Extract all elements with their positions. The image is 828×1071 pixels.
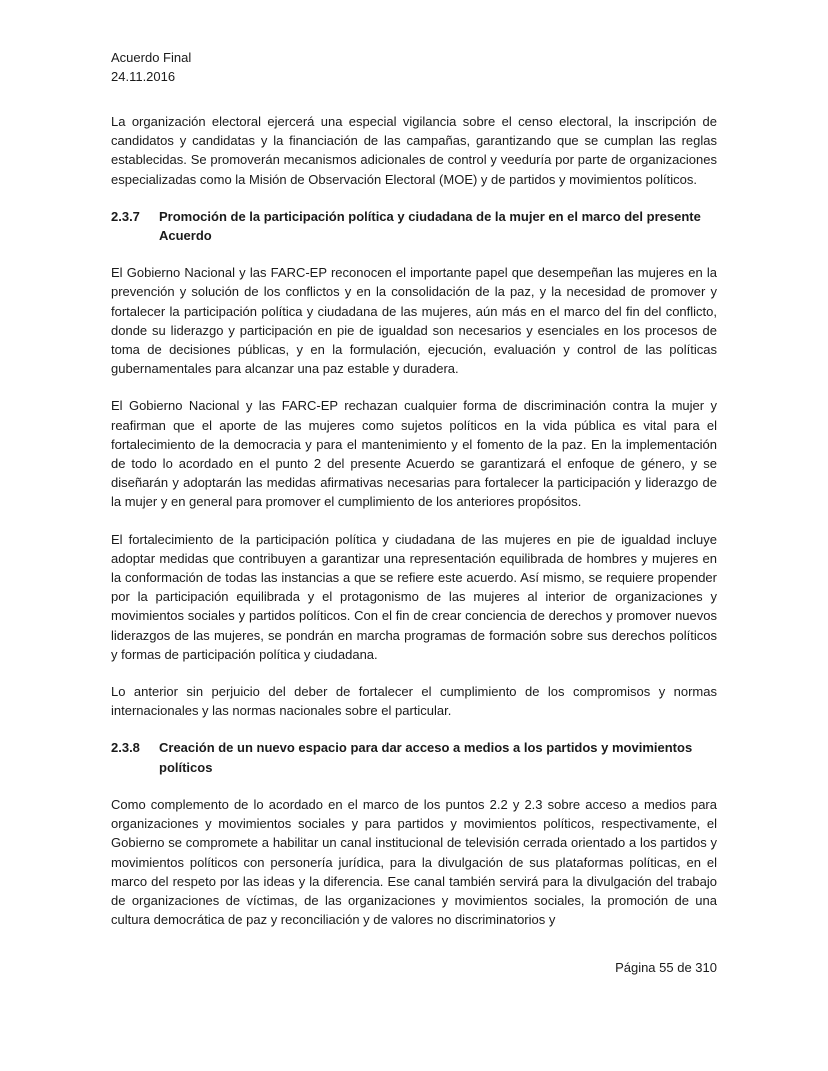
- page-number: Página 55 de 310: [615, 960, 717, 975]
- document-date: 24.11.2016: [111, 69, 176, 84]
- section-number: 2.3.8: [111, 740, 140, 756]
- paragraph-international-norms: Lo anterior sin perjuicio del deber de fortalecer el cumplimiento de los compromisos y normas internacionales y las normas nacionales sobre el particular.: [111, 684, 717, 719]
- section-heading-2-3-7: [111, 207, 717, 245]
- paragraph-media-channel: Como complemento de lo acordado en el marco de los puntos 2.2 y 2.3 sobre acceso a medios para organizaciones y movimientos sociales y para partidos y movimientos políticos, respectivamente, el Gobierno se compromete a habilitar un canal institucional de televisión cerrada orientado a los partidos y movimientos políticos con personería jurídica, para la divulgación de sus plataformas políticas, en el marco del respeto por las ideas y la diferencia. Ese canal también servirá para la divulgación del trabajo de organizaciones de víctimas, de las organizaciones y movimientos sociales, la promoción de una cultura democrática de paz y reconciliación y de valores no discriminatorios y: [111, 796, 717, 928]
- paragraph-women-role: El Gobierno Nacional y las FARC-EP reconocen el importante papel que desempeñan las mujeres en la prevención y solución de los conflictos y en la consolidación de la paz, y la necesidad de promover y fortalecer la participación política y ciudadana de las mujeres, aún más en el marco del fin del conflicto, donde su liderazgo y participación en pie de igualdad son necesarios y esenciales en los procesos de toma de decisiones públicas, y en la formulación, ejecución, evaluación y control de las políticas gubernamentales para alcanzar una paz estable y duradera.: [111, 265, 717, 377]
- document-header: [111, 48, 717, 86]
- section-heading-2-3-8: [111, 738, 717, 776]
- section-number: 2.3.7: [111, 208, 140, 224]
- document-page: [111, 48, 717, 947]
- paragraph-discrimination: El Gobierno Nacional y las FARC-EP rechazan cualquier forma de discriminación contra la mujer y reafirman que el aporte de las mujeres como sujetos políticos en la vida pública es vital para el fortalecimiento de la democracia y para el mantenimiento y el fomento de la paz. En la implementación de todo lo acordado en el punto 2 del presente Acuerdo se garantizará el enfoque de género, y se diseñarán y adoptarán las medidas afirmativas necesarias para fortalecer la participación y liderazgo de la mujer y en general para promover el cumplimiento de los anteriores propósitos.: [111, 398, 717, 510]
- section-title: Creación de un nuevo espacio para dar acceso a medios a los partidos y movimientos políticos: [159, 740, 693, 775]
- document-title: Acuerdo Final: [111, 50, 192, 65]
- section-title: Promoción de la participación política y ciudadana de la mujer en el marco del presente Acuerdo: [159, 208, 701, 244]
- paragraph-electoral-vigilance: La organización electoral ejercerá una especial vigilancia sobre el censo electoral, la inscripción de candidatos y candidatas y la financiación de las campañas, garantizando que se cumplan las reglas establecidas. Se promoverán mecanismos adicionales de control y veeduría por parte de organizaciones especializadas como la Misión de Observación Electoral (MOE) y de partidos y movimientos políticos.: [111, 114, 717, 187]
- paragraph-participation-strengthening: El fortalecimiento de la participación política y ciudadana de las mujeres en pie de igualdad incluye adoptar medidas que contribuyen a garantizar una representación equilibrada de hombres y mujeres en la conformación de todas las instancias a que se refiere este acuerdo. Así mismo, se requiere propender por la participación equilibrada y el protagonismo de las mujeres al interior de organizaciones y movimientos sociales y partidos políticos. Con el fin de crear conciencia de derechos y promover nuevos liderazgos de las mujeres, se pondrán en marcha programas de formación sobre sus derechos políticos y formas de participación política y ciudadana.: [111, 531, 717, 662]
